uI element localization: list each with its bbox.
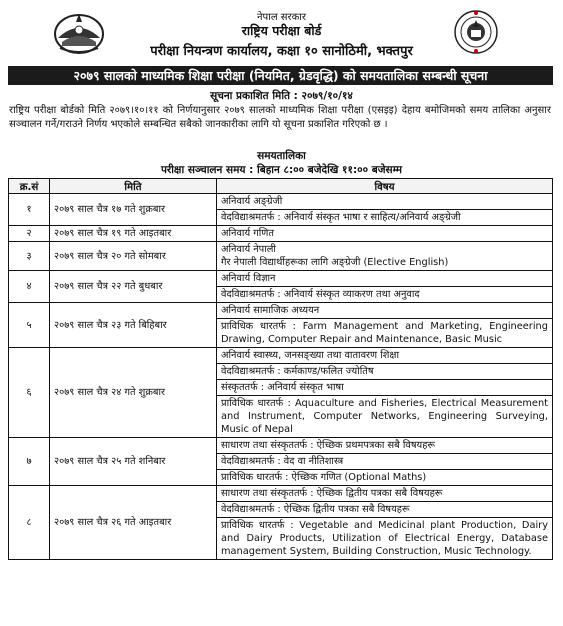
row-serial: ६ xyxy=(9,348,50,438)
row-date: २०७९ साल चैत्र १९ गते आइतबार xyxy=(50,226,217,242)
row-serial: २ xyxy=(9,226,50,242)
row-subject: अनिवार्य अङ्ग्रेजी xyxy=(217,194,553,210)
row-subject: प्राविधिक धारतर्फ : ऐच्छिक गणित (Optional Maths) xyxy=(217,470,553,486)
table-row xyxy=(9,348,553,364)
table-row xyxy=(9,303,553,319)
row-serial: ३ xyxy=(9,242,50,271)
row-subject: वेदविद्याश्रमतर्फ : अनिवार्य संस्कृत व्याकरण तथा अनुवाद xyxy=(217,287,553,303)
row-subject: अनिवार्य विज्ञान xyxy=(217,271,553,287)
table-row xyxy=(9,226,553,242)
row-subject: अनिवार्य सामाजिक अध्ययन xyxy=(217,303,553,319)
row-serial: १ xyxy=(9,194,50,226)
row-subject: वेदविद्याश्रमतर्फ : अनिवार्य संस्कृत भाषा र साहित्य/अनिवार्य अङ्ग्रेजी xyxy=(217,210,553,226)
table-row xyxy=(9,194,553,210)
row-subject: साधारण तथा संस्कृततर्फ : ऐच्छिक प्रथमपत्रका सबै विषयहरू xyxy=(217,438,553,454)
row-subject: वेदविद्याश्रमतर्फ : कर्मकाण्ड/फलित ज्योतिष xyxy=(217,364,553,380)
row-subject: प्राविधिक धारतर्फ : Aquaculture and Fisheries, Electrical Measurement and Instrument, Computer Networks, Engineering Surveying, Music of Nepal xyxy=(217,396,553,438)
col-subject: विषय xyxy=(217,179,553,194)
table-row xyxy=(9,271,553,287)
subject-line: गैर नेपाली विद्यार्थीहरूका लागि अङ्ग्रेजी (Elective English) xyxy=(221,257,449,268)
row-serial: ७ xyxy=(9,438,50,486)
notice-header xyxy=(0,0,563,65)
row-serial: ४ xyxy=(9,271,50,303)
table-header-row xyxy=(9,179,553,194)
col-serial: क्र.सं xyxy=(9,179,50,194)
table-row xyxy=(9,242,553,271)
col-date: मिति xyxy=(50,179,217,194)
row-serial: ५ xyxy=(9,303,50,348)
table-row xyxy=(9,438,553,454)
header-board: राष्ट्रिय परीक्षा बोर्ड xyxy=(241,23,322,38)
row-date: २०७९ साल चैत्र २६ गते आइतबार xyxy=(50,486,217,560)
row-subject xyxy=(217,242,553,271)
row-date: २०७९ साल चैत्र २४ गते शुक्रबार xyxy=(50,348,217,438)
row-date: २०७९ साल चैत्र २० गते सोमबार xyxy=(50,242,217,271)
subject-line: अनिवार्य नेपाली xyxy=(221,244,276,255)
row-date: २०७९ साल चैत्र २२ गते बुधबार xyxy=(50,271,217,303)
row-subject: साधारण तथा संस्कृततर्फ : ऐच्छिक द्वितीय पत्रका सबै विषयहरू xyxy=(217,486,553,502)
row-subject: अनिवार्य स्वास्थ्य, जनसङ्ख्या तथा वातावरण शिक्षा xyxy=(217,348,553,364)
row-subject: वेदविद्याश्रमतर्फ : ऐच्छिक द्वितीय पत्रका सबै विषयहरू xyxy=(217,502,553,518)
notice-banner: २०७९ सालको माध्यमिक शिक्षा परीक्षा (नियमित, ग्रेडवृद्धि) को समयतालिका सम्बन्धी सूचना xyxy=(8,66,553,85)
row-subject: अनिवार्य गणित xyxy=(217,226,553,242)
row-subject: वेदविद्याश्रमतर्फ : वेद वा नीतिशास्त्र xyxy=(217,454,553,470)
schedule-title: समयतालिका xyxy=(257,150,306,162)
row-subject: प्राविधिक धारतर्फ : Farm Management and Marketing, Engineering Drawing, Computer Repair and Maintenance, Basic Music xyxy=(217,319,553,348)
schedule-table xyxy=(8,178,553,560)
row-date: २०७९ साल चैत्र २५ गते शनिबार xyxy=(50,438,217,486)
row-subject: प्राविधिक धारतर्फ : Vegetable and Medicinal plant Production, Dairy and Dairy Products, Utilization of Electrical Energy, Database management System, Building Construction, Music Technology. xyxy=(217,518,553,560)
row-date: २०७९ साल चैत्र १७ गते शुक्रबार xyxy=(50,194,217,226)
row-serial: ८ xyxy=(9,486,50,560)
table-row xyxy=(9,486,553,502)
header-office: परीक्षा नियन्त्रण कार्यालय, कक्षा १० सानोठिमी, भक्तपुर xyxy=(150,44,413,59)
published-date: सूचना प्रकाशित मिति : २०७९/१०/१४ xyxy=(210,90,353,102)
header-government: नेपाल सरकार xyxy=(257,12,306,23)
exam-time-note: परीक्षा सञ्चालन समय : बिहान ८:०० बजेदेखि ११:०० बजेसम्म xyxy=(160,164,403,176)
row-date: २०७९ साल चैत्र २३ गते बिहिबार xyxy=(50,303,217,348)
row-subject: संस्कृततर्फ : अनिवार्य संस्कृत भाषा xyxy=(217,380,553,396)
exam-board-logo-icon xyxy=(453,8,499,56)
intro-paragraph: राष्ट्रिय परीक्षा बोर्डको मिति २०७९।१०।११ को निर्णयानुसार २०७९ सालको माध्यमिक शिक्षा परीक्षा (एसइइ) देहाय बमोजिमको समय तालिका अनुसार सञ्चालन गर्ने/गराउने निर्णय भएकोले सम्बन्धित सबैको जानकारीका लागि यो सूचना प्रकाशित गरिएको छ । xyxy=(9,105,551,130)
